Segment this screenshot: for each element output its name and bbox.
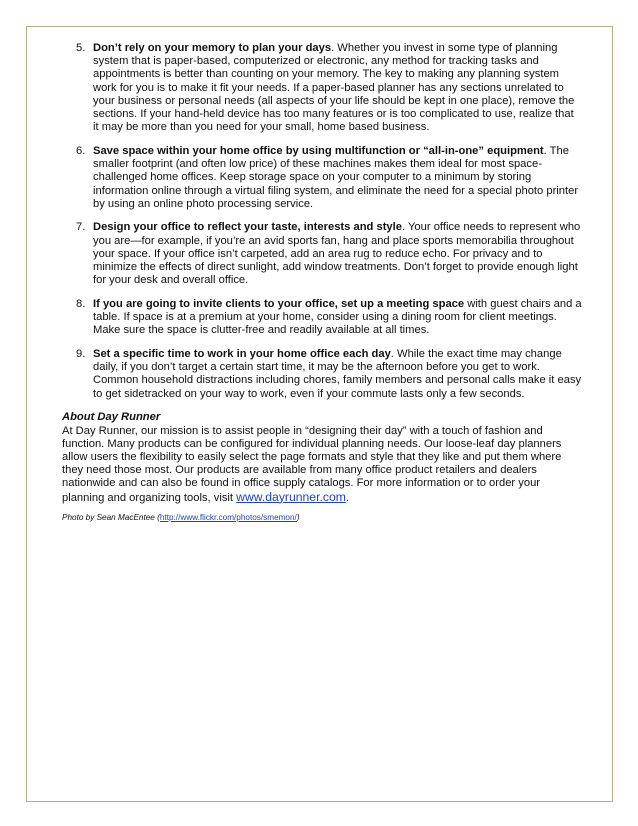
credit-prefix: Photo by Sean MacEntee ( (62, 512, 160, 522)
document-body (62, 42, 582, 523)
dayrunner-link[interactable]: www.dayrunner.com (236, 489, 346, 504)
item-text: with guest chairs and a table. If space is at a premium at your home, consider using a dining room for client meetings. Make sure the space is clutter-free and readily available at all times. (93, 297, 582, 337)
item-number: 7. (76, 221, 86, 234)
about-body (62, 425, 582, 505)
photo-credit (62, 513, 582, 523)
item-heading: Set a specific time to work in your home office each day (93, 348, 391, 361)
flickr-link[interactable]: http://www.flickr.com/photos/smemon/ (159, 512, 297, 522)
about-section (62, 411, 582, 504)
item-text: . Your office needs to represent who you are—for example, if you’re an avid sports fan, hang and place sports memorabilia throughout your space. If your office isn’t carpeted, add an area rug to reduce echo. For privacy and to minimize the effects of direct sunlight, add window treatments. Don’t forget to provide enough light for your desk and overall office. (93, 221, 581, 287)
item-heading: Don’t rely on your memory to plan your days (93, 42, 332, 54)
about-text: At Day Runner, our mission is to assist people in “designing their day” with a touch of fashion and function. Many products can be configured for individual planning needs. Our loose-leaf day planners allow users the flexibility to easily select the page formats and style that they like and put them where they need those most. Our products are available from many office product retailers and dealers nationwide and can also be found in office supply catalogs. For more information or to order your planning and organizing tools, visit (62, 424, 562, 504)
tips-list (62, 42, 582, 401)
item-number: 9. (76, 348, 86, 361)
item-number: 6. (76, 144, 86, 157)
item-number: 5. (76, 42, 86, 54)
item-text: . The smaller footprint (and often low price) of these machines makes them ideal for most space-challenged home offices. Keep storage space on your computer to a minimum by storing information online through a virtual filing system, and eliminate the need for a special photo printer by using an online photo processing service. (93, 144, 579, 210)
item-heading: If you are going to invite clients to your office, set up a meeting space (93, 297, 465, 310)
list-item (62, 348, 582, 401)
item-text: . While the exact time may change daily, if you don’t target a certain start time, it may be the afternoon before you get to work. Common household distractions including chores, family members and personal calls make it easy to get sidetracked on your way to work, even if your commute lasts only a few seconds. (93, 348, 582, 400)
item-heading: Save space within your home office by using multifunction or “all-in-one” equipment (93, 144, 544, 157)
item-number: 8. (76, 297, 86, 310)
list-item (62, 42, 582, 134)
list-item (62, 145, 582, 211)
list-item (62, 221, 582, 287)
list-item (62, 298, 582, 338)
credit-suffix: ) (296, 512, 300, 522)
about-heading: About Day Runner (62, 411, 161, 424)
item-text: . Whether you invest in some type of planning system that is paper-based, computerized or electronic, any method for tracking tasks and appointments is better than counting on your memory. The key to making any planning system work for you is to make it fit your needs. If a paper-based planner has any sections unrelated to your business or personal needs (all aspects of your life should be kept in one place), remove the sections. If your hand-held device has too many features or is too complicated to use, realize that it may be more than you need for your small, home based business. (93, 42, 575, 134)
about-end: . (345, 491, 349, 504)
item-heading: Design your office to reflect your taste, interests and style (93, 221, 402, 234)
